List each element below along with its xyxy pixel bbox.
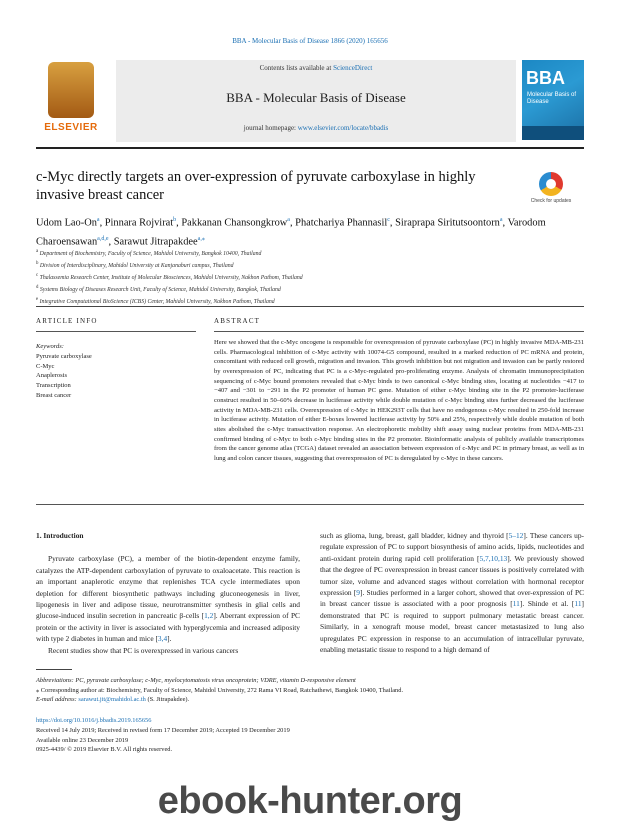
received-dates: Received 14 July 2019; Received in revised form 17 December 2019; Accepted 19 December 2019 [36, 726, 290, 734]
intro-text-1b: ]. Aberrant expression of PC protein or the activity in liver is associated with hyperglycemia and increased adiposity with type 2 diabetes in human and mice [ [36, 611, 300, 644]
keywords-title: Keywords: [36, 343, 64, 350]
crossmark-badge[interactable] [528, 172, 574, 204]
author-name[interactable]: Pakkanan Chansongkrow [181, 217, 288, 229]
homepage-prefix: journal homepage: [243, 124, 298, 132]
corresponding-author-footnote: ⁎ Corresponding author at: Biochemistry, Faculty of Science, Mahidol University, 272 Rama VI Road, Ratchathewi, Bangkok 10400, Thailand. [36, 686, 404, 694]
author-affiliation-marker[interactable]: a,d,e [97, 236, 109, 243]
affiliation-marker: e [36, 296, 39, 302]
keyword-item: C-Myc [36, 362, 55, 370]
email-suffix: (S. Jitrapakdee). [145, 696, 190, 704]
journal-homepage [116, 124, 516, 132]
affiliation-marker: a [36, 249, 39, 254]
journal-name: BBA - Molecular Basis of Disease [226, 90, 406, 105]
journal-header [36, 60, 584, 144]
abstract-text: Here we showed that the c-Myc oncogene is responsible for overexpression of pyruvate carboxylase (PC) in highly invasive MDA-MB-231 cells. Pharmacological inhibition of c-Myc activity with 10074-G5 compound, resulted in a marked reduction of PC mRNA and protein, concomitant with reduced cell growth, migration and invasion. This growth inhibition but not migration and invasion can be partly restored by overexpression of PC, indicating that PC is a c-Myc-regulated pro-proliferating enzyme. Analysis of chromatin immunoprecipitation sequencing of c-Myc bound promoters revealed that c-Myc binds to two canonical c-Myc binding sites, locating at nucleotides −417 to −407 and −301 to −291 in the P2 promoter of human PC gene. Mutation of either c-Myc binding site in the P2 promoter-luciferase construct resulted in 50–60% decrease in luciferase activity while double mutation of c-Myc binding sites further decreased the luciferase activity in MDA-MB-231 cells. Overexpression of c-Myc in HEK293T cells that have no endogenous c-Myc resulted in 250-fold increase in luciferase activity. Mutation of either E-boxes lowered luciferase activity by 50% and 25%, respectively while double mutation of both sites abolished the c-Myc transactivation response. An electrophoretic mobility shift assay using nuclear proteins from MDA-MB-231 confirmed binding of c-Myc to both c-Myc binding sites in the P2 promoter. Bioinformatic analysis of publicly available transcriptomes from the cancer genome atlas (TCGA) dataset revealed an association between expression of c-Myc and PC in primary breast, as well as in lung and colon cancer tissues, suggesting that overexpression of PC is deregulated by c-Myc in these cancers. [214, 339, 584, 462]
affiliation-text: Systems Biology of Diseases Research Unit, Faculty of Science, Mahidol University, Bangkok, Thailand [39, 286, 281, 293]
ref-link[interactable]: 11 [512, 599, 520, 609]
author-list: Udom Lao-On$^a$, Pinnara Rojvirat$^b$, Pakkanan Chansongkrow$^a$, Phatchariya Phannasil$^c$, Siraprapa Siritutsoontorn$^a$, Varodom Charoensawan$^{a,d,e}$, Sarawut Jitrapakdee$^{a,⁎}$ [36, 217, 546, 248]
elsevier-wordmark: ELSEVIER [44, 122, 98, 133]
author-affiliation-marker[interactable]: a [96, 217, 100, 223]
sciencedirect-link[interactable]: ScienceDirect [333, 64, 373, 72]
intro-text-r4: ]. Studies performed in a larger cohort, showed that over-expression of PC in breast cancer tissue is associated with a poor prognosis [ [320, 588, 584, 609]
cover-title: BBA [526, 68, 565, 88]
email-link[interactable]: sarawut.jit@mahidol.ac.th [78, 696, 146, 704]
crossmark-icon [539, 172, 563, 196]
elsevier-tree-icon [48, 62, 94, 118]
affiliation-marker: d [36, 284, 39, 290]
affiliation-marker: c [36, 272, 39, 278]
author-name[interactable]: Sarawut Jitrapakdee [113, 236, 198, 248]
cover-strip [522, 126, 584, 140]
article-info-heading: ARTICLE INFO [36, 317, 98, 325]
affiliation-item [36, 295, 584, 307]
author-name[interactable]: Varodom Charoensawan [36, 217, 546, 248]
author-affiliation-marker[interactable]: a,⁎ [197, 236, 205, 243]
article-metadata [36, 716, 396, 755]
footnote-divider [36, 669, 72, 670]
affiliation-list [36, 247, 584, 307]
intro-text-r6: ] demonstrated that PC is required to support pulmonary metastatic breast cancer. Similarly, in a xenograft mouse model, breast cancer metastasized to lung also upregulates PC expression in response to an accumulation of intracellular pyruvate, enabling metastatic tissue to respond to a high demand of [320, 599, 584, 655]
intro-text-r5: ]. Shinde et al. [ [519, 599, 575, 609]
copyright: 0925-4439/ © 2019 Elsevier B.V. All rights reserved. [36, 746, 173, 754]
ref-link[interactable]: 9 [356, 588, 360, 598]
info-divider [36, 306, 584, 307]
article-title: c-Myc directly targets an over-expression of pyruvate carboxylase in highly invasive breast cancer [36, 169, 476, 203]
affiliation-item [36, 259, 584, 271]
author-affiliation-marker[interactable]: a [287, 217, 290, 223]
body-left-column [36, 530, 300, 656]
affiliation-text: Thalassemia Research Center, Institute of Molecular Biosciences, Mahidol University, Nakhon Pathom, Thailand [39, 274, 303, 281]
affiliation-text: Integrative Computational BioScience (ICBS) Center, Mahidol University, Nakhon Pathom, Thailand [39, 298, 275, 305]
affiliation-text: Department of Biochemistry, Faculty of Science, Mahidol University, Bangkok 10400, Thailand [39, 250, 262, 257]
journal-header-center [116, 60, 516, 142]
crossmark-label: Check for updates [530, 198, 572, 204]
article-info-rule [36, 331, 196, 332]
abbreviations-footnote: Abbreviations: PC, pyruvate carboxylase; c-Myc, myelocytomatosis virus oncoprotein; VDRE, vitamin D-responsive element [36, 677, 356, 684]
cover-subtitle: Molecular Basis of Disease [527, 92, 577, 105]
elsevier-logo[interactable] [36, 60, 106, 142]
ref-link[interactable]: 5,7,10,13 [479, 553, 508, 563]
watermark: ebook-hunter.org [157, 780, 463, 822]
available-online: Available online 23 December 2019 [36, 736, 129, 744]
intro-text-1c: ]. [167, 634, 172, 644]
footnotes [36, 676, 584, 705]
keyword-item: Pyruvate carboxylase [36, 352, 92, 360]
author-affiliation-marker[interactable]: a [499, 217, 503, 223]
journal-citation[interactable]: BBA - Molecular Basis of Disease 1866 (2020) 165656 [232, 37, 388, 45]
intro-text-r1: such as glioma, lung, breast, gall bladder, kidney and thyroid [ [320, 531, 509, 540]
contents-line [116, 64, 516, 72]
keyword-item: Anaplerosis [36, 372, 68, 380]
header-divider [36, 147, 584, 149]
affiliation-item [36, 283, 584, 295]
abstract-rule [214, 331, 584, 332]
contents-prefix: Contents lists available at [259, 64, 334, 72]
journal-cover-thumbnail[interactable] [522, 60, 584, 140]
intro-text-1a: Pyruvate carboxylase (PC), a member of the biotin-dependent enzyme family, catalyzes the ATP-dependent carboxylation of pyruvate to oxaloacetate. This reaction is an important anaplerotic enzyme that replenishes TCA cycle intermediates upon depletion for different biosynthetic pathways including gluconeogenesis in liver, lipogenesis in liver and adipose tissue, neurotransmitter synthesis in glial cells and glucose-induced insulin secretion in pancreatic β-cells [ [36, 554, 300, 621]
intro-text-r2: ]. These cancers up-regulate expression of PC to support biosynthesis of amino acids, lipids, nucleotides and anti-oxidant protein during rapid cell proliferation [ [320, 531, 584, 563]
intro-text-r3: ]. We previously showed that the degree of PC overexpression in breast cancer tissues is positively correlated with tumor size, volume and advanced stages without correlation with hormonal receptor expression [ [320, 553, 584, 598]
email-label: E-mail address: [36, 696, 79, 704]
ref-link[interactable]: 1,2 [204, 611, 214, 621]
doi-link[interactable]: https://doi.org/10.1016/j.bbadis.2019.165656 [36, 717, 152, 724]
ref-link[interactable]: 5–12 [508, 531, 524, 540]
author-affiliation-marker[interactable]: c [387, 217, 390, 223]
intro-paragraph-1 [36, 553, 300, 644]
keyword-item: Breast cancer [36, 391, 72, 399]
introduction-heading: 1. Introduction [36, 531, 84, 540]
author-affiliation-marker[interactable]: b [173, 217, 177, 223]
ref-link[interactable]: 11 [574, 599, 582, 609]
homepage-link[interactable]: www.elsevier.com/locate/bbadis [297, 124, 389, 132]
affiliation-marker: b [36, 260, 39, 266]
affiliation-item [36, 271, 584, 283]
author-name[interactable]: Siraprapa Siritutsoontorn [395, 217, 500, 229]
keyword-item: Transcription [36, 382, 71, 390]
author-name[interactable]: Phatchariya Phannasil [295, 217, 388, 229]
ref-link[interactable]: 3,4 [157, 634, 168, 644]
author-name[interactable]: Udom Lao-On [36, 217, 97, 229]
intro-paragraph-2: Recent studies show that PC is overexpressed in various cancers [48, 645, 239, 655]
abstract-bottom-rule [36, 504, 584, 505]
abstract-heading: ABSTRACT [214, 317, 261, 325]
affiliation-text: Division of Interdisciplinary, Mahidol University at Kanjanaburi campus, Thailand [39, 262, 234, 269]
author-name[interactable]: Pinnara Rojvirat [104, 217, 174, 229]
affiliation-item [36, 247, 584, 259]
email-footnote [36, 695, 584, 705]
body-right-column [320, 530, 584, 655]
keywords-block [36, 342, 186, 401]
